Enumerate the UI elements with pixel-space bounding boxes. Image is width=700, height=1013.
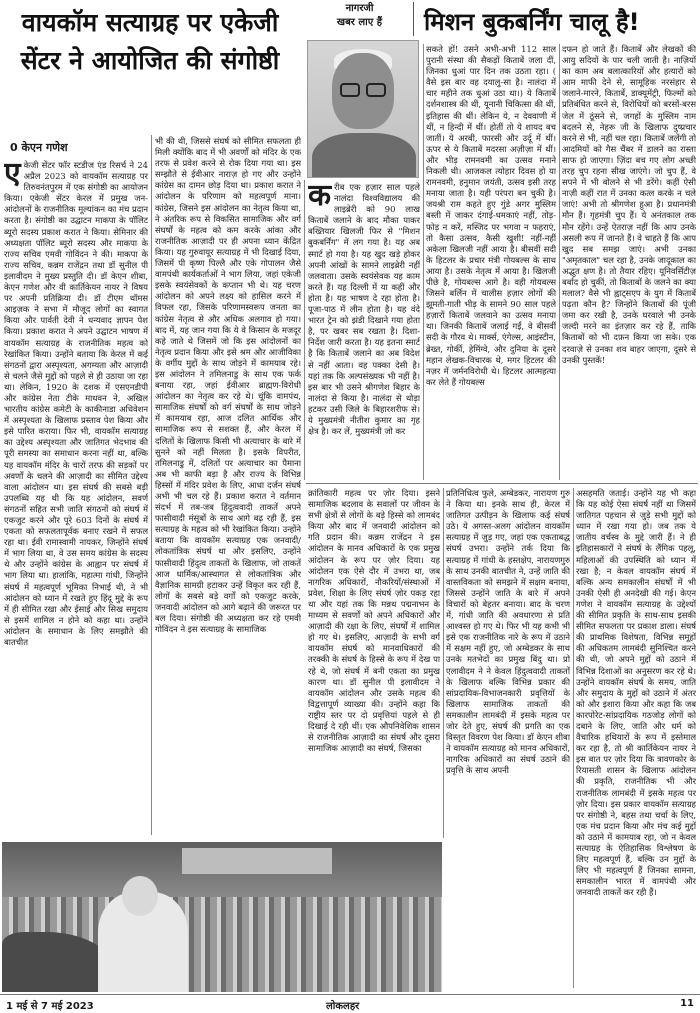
right-article-colB-text: सकते हों! उसने अभी-अभी 112 साल पुरानी संस्था की सैकड़ों किताबें जला दीं, जिनका धुआं पार दिन तक उठता रहा। ( वैसे इस बार वह दयालु-सा है। नालंदा में चार महीने तक धुआं उठा था।) ये किताबें दर्शनशास्त्र की थीं, यूनानी चिकित्सा की थीं, इतिहास की थीं। लेकिन ये, न देववाणी में थीं, न हिन्दी में थीं। होतीं तो ये शायद बच जातीं। ये अरबी, फारसी और उर्दू में थीं। ऊपर से ये किताबें मदरसा अज़ीज़ा में थीं। और भीड़ रामनवमी का उत्सव मनाने निकली थी। आजकल त्योहार दिवस हो या रामनवमी, हनुमान जयंती, उत्सव इसी तरह मनाया जाता है। यही परंपरा बन चुकी है। जयश्री राम कहते हुए गुंडे अगर मुस्लिम बस्ती में जाकर दंगाई-धमकाएं नहीं, तोड़-फोड़ न करें, मस्जिद पर भगवा न फहराएं, तो कैसा उत्सव, कैसी खुशी! नहीं-नहीं अकेला खिलजी नहीं आया है। बीसवीं सदी के हिटलर के प्रचार मंत्री गोयबल्स के साथ आया है। उसके नेतृत्व में आया है। खिलजी पीछे है, गोयबल्स आगे है। वही गोयबल्स जिसने बर्लिन में चालीस हज़ार लोगों की झूमती-गाती भीड़ के सामने 90 साल पहले हज़ारों किताबें जलवाने का उत्सव मनाया था। जिनकी किताबें जलाई गईं, वे बीसवीं सदी के गौरव थे। मार्क्स, एंगेल्स, आइंस्टीन, ब्रेख्त, गोर्की, हेमिंग्वे, और दुनिया के दूसरे महान लेखक-विचारक थे, मगर हिटलर की नज़र में जर्मनविरोधी थे। हिटलर आत्महत्या कर लेते हैं गोयबल्स	[426, 44, 556, 387]
footer-page-number: 11	[680, 998, 694, 1009]
left-article-column-3	[308, 488, 440, 838]
left-article-headline-box	[2, 4, 298, 122]
left-article-column-1	[4, 160, 148, 840]
photo-speaker-head	[122, 876, 158, 916]
column-rule	[151, 135, 152, 835]
column-rule	[559, 44, 560, 480]
right-article-column-b	[426, 44, 556, 480]
author-portrait-photo	[307, 40, 419, 178]
footer-paper-name: लोकलहर	[326, 1001, 360, 1012]
right-article-column-c	[562, 44, 696, 480]
right-article-colC-text: दफन हो जाते हैं। किताबें और लेखकों की आयु सदियों के पार चली जाती है। नाज़ियों का काम अब बलात्कारियों और हत्यारों को आम माफी देने से, सामूहिक नरसंहार से जलाने-मारने, कितार्बे, डाक्यूमेंट्री, फिल्मों को प्रतिबंधित करने से, विरोधियों को बरसों-बरस जेल में ठूंसने से, जगहों के मुस्लिम नाम बदलने से, नेहरू जी के खिलाफ दुष्प्रचार करने से भी, नहीं चल रहा। किताबें जलेंगी तो आदमियों को गैस चैंबर में डालने का रास्ता साफ हो जाएगा। ज़िंदा बच गए लोग अच्छी तरह चुप रहना सीख जाएंगे। जो चुप हैं, वे सपने में भी बोलने से भी डरेंगे। कहीं ऐसी नाज़ी कहीं रात में उनका कत्ल करके न चले जाएं! अभी तो श्रीगणेश हुआ है। प्रधानमंत्री मौन हैं। गृहमंत्री चुप हैं। ये अनंतकाल तक मौन रहेंगे। उन्हें ऐतराज़ नहीं कि आप उनके असली रूप में जानते हैं। वे चाहते हैं कि आप खुद सब समझ जाएं। अभी उनका "अमृतकाल" चल रहा है, उनके जादूकाल का अद्भुत क्षण है। तो तैयार रहिए। यूनिवर्सिटीज़ बर्बाद हो चुकीं, तो किताबों के जलने का क्या मलाल? वैसे भी ह्वाट्सएप के युग में किताबें पढ़ता कौन है? जिन्होंने किताबों की पूंजी जमा कर रखी है, उनके घरवाले भी उनके जल्दी मरने का इंतज़ार कर रहे हैं, ताकि किताबों को भी दफ़न किया जा सके। एक दरवाज़े से उनका शव बाहर जाएगा, दूसरे से उनकी पुस्तकें!	[562, 44, 696, 365]
column-rule	[423, 44, 424, 480]
page-footer	[0, 996, 700, 1013]
article-separator	[306, 483, 698, 484]
right-article-headline: मिशन बुकबर्निंग चालू है!	[424, 8, 640, 36]
right-article-column-a	[308, 182, 420, 478]
right-article-dropcap: क	[308, 182, 332, 213]
left-article-col1-text: केजी सेंटर फॉर स्टडीज एंड रिसर्च ने 24 अप्रैल 2023 को वायकॉम सत्याग्रह पर तिरुवनंतपुरम में एक संगोष्ठी का आयोजन किया। एकेजी सेंटर केरल में प्रमुख जन-आंदोलनों के राजनीतिक मूल्यांकन का मंच प्रदान करता है। संगोष्ठी का उद्घाटन माकपा के पॉलिट ब्यूरो सदस्य प्रकाश करात ने किया। सेमिनार की अध्यक्षता पॉलिट ब्यूरो सदस्य और माकपा के राज्य सचिव एमवी गोविंदन ने की। माकपा के राज्य सचिव, कन्नम राजेंद्रन तथा डॉ सुनील पी इलावीदम ने मुख्य प्रस्तुति दी। डॉ केएन शीबा, केएन गणेश और वी कार्तिकेयन नायर ने विषय पर अपनी प्रतिक्रिया दी। डॉ टीएम थॉमस आइज़क ने सभा में मौजूद लोगों का स्वागत किया और पार्वती देवी ने धन्यवाद ज्ञापन पेश किया। प्रकाश करात ने अपने उद्घाटन भाषण में वायकॉम सत्याग्रह के राजनीतिक महत्व को रेखांकित किया। उन्होंने बताया कि केरल में कई संगठनों द्वारा अस्पृश्यता, अगम्यता और आज़ादी से चलने जैसे मुद्दों को पहले से ही उठाया जा रहा था। लेकिन, 1920 के दशक में एसएनडीपी और कांग्रेस नेता टीके माधवन ने, अखिल भारतीय कांग्रेस कमेटी के काकीनाडा अधिवेशन में अस्पृश्यता के खिलाफ प्रस्ताव पेश किया और इसे पारित कराया। फिर भी, वायकॉम सत्याग्रह का उद्देश्य अस्पृश्यता और जातिगत भेदभाव की पूरी समस्या का समाधान करना नहीं था, बल्कि यह वायकॉम मंदिर के चारों तरफ की सड़कों पर अवर्णों के चलने की आज़ादी का सीमित उद्देश्य वाला आंदोलन था। इस संघर्ष की सबसे बड़ी उपलब्धि यह थी कि यह आंदोलन, सवर्ण संगठनों सहित सभी जाति संगठनों को संघर्ष में एकजुट करने और पूरे 603 दिनों के संघर्ष में एकता को सफलतापूर्वक बनाए रखने में सफल रहा था। ईवी रामास्वामी नायकर, जिन्होंने संघर्ष में भाग लिया था, वे उस समय कांग्रेस के सदस्य थे और उन्होंने कांग्रेस के आह्वान पर संघर्ष में भाग लिया था। हालांकि, महात्मा गांधी, जिन्होंने संघर्ष में महत्वपूर्ण भूमिका निभाई थी, ने भी आंदोलन को ध्यान में रखते हुए हिंदू मुद्दे के रूप में ही सीमित रखा और ईसाई और सिख समुदाय से इसमें शामिल न होने को कहा था। उन्होंने आंदोलन के समाधान के लिए समझौते की बातचीत	[4, 160, 148, 648]
portrait-shoulders	[312, 133, 416, 178]
left-article-col2-text: भी की थी, जिससे संघर्ष को सीमित सफलता ही मिली क्योंकि बाद में भी अवर्णों को मंदिर के एक तरफ से प्रवेश करने से रोक दिया गया था। इस सम्झौते से ईवीआर नाराज़ हो गए और उन्होंने कांग्रेस का दामन छोड़ दिया था। प्रकाश करात ने आंदोलन के परिणाम को महत्वपूर्ण माना। कांग्रेस, जिसने इस आंदोलन का नेतृत्व किया था, ने अंतरिक रूप से विकसित सामाजिक और वर्ग संघर्षों के महत्व को कम करके आंका और राजनीतिक आज़ादी पर ही अपना ध्यान केंद्रित किया। यह गुरुवायूर सत्याग्रह में भी दिखाई दिया, जिसमें पी कृष्ण पिल्लै और एके गोपालन जैसे वामपंथी कार्यकर्ताओं ने भाग लिया, जहां एकेजी इसके स्वयंसेवकों के कप्तान भी थे। यह चरण आंदोलन को अपने लक्ष्य को हासिल करने में विफल रहा, जिसके परिणामस्वरूप जनता का कांग्रेस नेतृत्व से और अधिक अलगाव हो गया। बाद में, यह जान गया कि ये वे किसान के मजदूर कहे जाते थे जिसमें जो कि इस आंदोलनों का नेतृत्व प्रदान किया और इसे श्रम और आजीविका के वर्गीय मुद्दों के साथ जोड़ने में कामयाब रहे। इस आंदोलन ने तमिलनाडु के साथ एक फर्क बनाया रहा, जहां ईवीआर ब्राह्मण-विरोधी आंदोलन का नेतृत्व कर रहे थे। चूंकि वामपंथ, सामाजिक संघर्षों को वर्ग संघर्षों के साथ जोड़ने में कामयाब रहा, आज दलित आर्थिक और सामाजिक रूप से सशक्त हैं, और केरल में दलितों के खिलाफ किसी भी अत्याचार के बारे में सुनने को नहीं मिलता है। इसके विपरीत, तमिलनाडु में, दलितों पर अत्याचार का पैमाना अब भी काफी बड़ा है और राज्य के विभिन्न हिस्सों में मंदिर प्रवेश के लिए, आधा दर्जन संघर्ष अभी भी चल रहे हैं। प्रकाश करात ने वर्तमान संदर्भ में तब-जब हिंदुत्ववादी ताकतें अपने फासीवादी मंसूबों के साथ आगे बढ़ रही हैं, इस सत्याग्रह के महत्व को भी रेखांकित किया। उन्होंने बताया कि वायकॉम सत्याग्रह एक जनवादी/लोकतांत्रिक संघर्ष था और इसलिए, उन्होंने फासीवादी हिंदुत्व ताकतों के खिलाफ, जो ताकतें आज धार्मिक/आस्थागत से लोकतांत्रिक और वैज्ञानिक सामग्री हटाकर उन्हें विकृत कर रही हैं, लोगों के सबसे बड़े वर्गों को एकजुट करके, जनवादी आंदोलन को आगे बढ़ाने की जरूरत पर बल दिया। संगोष्ठी की अध्यक्षता कर रहे एमवी गोविंदन ने इस सत्याग्रह के सामाजिक	[155, 136, 301, 635]
column-label-line2: खबर लाए हैं	[336, 17, 383, 28]
photo-stage-banner	[182, 848, 332, 874]
column-rule	[304, 180, 305, 480]
portrait-glasses-left	[340, 83, 360, 97]
left-article-column-5	[576, 488, 696, 992]
seminar-audience-photo	[2, 842, 442, 992]
left-article-byline: 0 केएन गणेश	[10, 141, 68, 154]
portrait-glasses-right	[366, 83, 386, 97]
column-label-line1: नागरजी	[345, 3, 374, 14]
left-article-col5-text: असहमति जताई। उन्होंने यह भी कहा कि यह कोई ऐसा संघर्ष नहीं था जिसमें जातिगत पहचान से जुड़े सभी मुद्दों को ध्यान में रखा गया हो। जब तक ये जातीय वर्चस्व के मुद्दे जारी हैं। ने ही इतिहासकारों ने संघर्ष के लैंगिक पहलू, महिलाओं की उपस्थिति को ध्यान में रखा है; न केवल वायकॉम संघर्ष में बल्कि अन्य समकालीन संघर्षों में भी उनकी ऐसी ही अनदेखी की गई। केएन गणेश ने वायकॉम सत्याग्रह के उद्देश्यों की सीमित प्रकृति के साथ-साथ इसकी सीमित सफलता पर प्रकाश डाला। संघर्ष की प्राथमिक विशेषता, विभिन्न समूहों की अधिकतम लामबंदी सुनिश्चित करने की थी, जो अपने मुद्दों को उठाने में विभिन्न दिशाओं का अनुसरण कर रहे थे। उन्होंने वायकॉम संघर्ष के समय, जाति और समुदाय के मुद्दों को उठाने में अंतर को और इशारा किया और कहा कि जब कारपोरेट-सांप्रदायिक गठजोड़ लोगों को दबाने के लिए, जाति और धर्म को वैचारिक हथियारों के रूप में इस्तेमाल कर रहा है, तो श्री कार्तिकेयन नायर ने इस बात पर ज़ोर दिया कि त्रावणकोर के रियासती शासन के खिलाफ आंदोलन की प्रकृति, राजनीतिक भी और राजनीतिक लामबंदी में इसके महत्व पर ज़ोर दिया। इस प्रकार वायकॉम सत्याग्रह पर संगोष्ठी ने, बहस तथा चर्चा के लिए, एक मंच प्रदान किया और मंच कई मुद्दों को उठाने में कामयाब रहा, जो न केवल सत्याग्रह के ऐतिहासिक विश्लेषण के लिए महत्वपूर्ण हैं, बल्कि उन मुद्दों के लिए भी महत्वपूर्ण हैं जिनका सामना, समकालीन भारत में वामपंथी और जनवादी ताकतें कर रही हैं।	[576, 488, 696, 898]
left-article-column-2	[155, 136, 301, 840]
column-rule	[573, 488, 574, 988]
column-label-box	[306, 2, 414, 36]
left-article-column-4	[446, 488, 570, 838]
left-article-headline: वायकॉम सत्याग्रह पर एकेजी सेंटर ने आयोजित की संगोष्ठी	[20, 8, 280, 75]
left-article-col3-text: क्रांतिकारी महत्व पर ज़ोर दिया। इसने सामाजिक बदलाव के सवालों पर जीवन के सभी क्षेत्रों से लोगों के बड़े हिस्से को लामबंद किया और बाद में जनवादी आंदोलन को गति प्रदान की। कन्नम राजेंद्रन ने इस आंदोलन के मानव अधिकारों के एक प्रमुख आंदोलन के रूप पर ज़ोर दिया। यह आंदोलन एक ऐसे दौर में उभरा था, जब नागरिक अधिकारों, नौकरियों/संस्थाओं में प्रवेश, शिक्षा के लिए संघर्ष ज़ोर पकड़ रहा था और यहां तक कि मन्नथ पद्मनाभन के माध्यम से सवर्णों को अपने अधिकारों और आज़ादी की रक्षा के लिए, संघर्षों में शामिल हो गए थे। इसलिए, आज़ादी के सभी वर्ग वायकॉम संघर्ष को मानवाधिकारों की तरक्की के संघर्ष के हिस्से के रूप में देख पा रहे थे, जो संघर्ष में बनी एकता का प्रमुख कारण था। डॉ सुनील पी इलावीदम ने वायकॉम आंदोलन और उसके महत्व की विद्वत्तापूर्ण व्याख्या की। उन्होंने कहा कि राष्ट्रीय स्तर पर दो प्रवृत्तियां पहले से ही दिखाई दे रही थीं। एक औपनिवेशिक शासन से राजनीतिक आज़ादी का संघर्ष और दूसरा सामाजिक आज़ादी का संघर्ष, जिसका	[308, 488, 440, 754]
left-article-col4-text: प्रतिनिधित्व फुले, अम्बेडकर, नारायण गुरु ने किया था। इनके साथ ही, केरल में जातिगत उत्पीड़न के खिलाफ कई संघर्ष उठे। ये अगस्त-अलग आंदोलन वायकॉम सत्याग्रह में जुड़ गए, जहां एक एकताबद्ध संघर्ष उभरा। उन्होंने तर्क दिया कि सत्याग्रह में गांधी के हस्तक्षेप, नारायणगुरु के साथ उनकी बातचीत ने, उन्हें जाति की वास्तविकता को समझने में सक्षम बनाया, जिससे उन्होंने जाति के बारे में अपने विचारों को बेहतर बनाया। बाद के चरण में, गांधी जाति की अवधारणा से प्रति आश्वस्त हो गए थे। फिर भी यह कभी भी इसे एक राजनीतिक नारे के रूप में उठाने में सक्षम नहीं हुए, जो अम्बेडकर के साथ उनके मतभेदों का प्रमुख बिंदु था। प्रो एलावीदम ने ने केवल हिंदुत्ववादी ताकतों के खिलाफ बल्कि विभिन्न प्रकार की सांप्रदायिक-विभाजनकारी प्रवृत्तियों के खिलाफ सामाजिक ताकतों की समकालीन लामबंदी में इसके महत्व पर जोर देते हुए, संघर्ष की प्रगति का एक विस्तृत विवरण पेश किया। डॉ केएन शीबा ने वायकॉम सत्याग्रह को मानव अधिकारों, नागरिक अधिकारों का संघर्ष उठाने की प्रवृत्ति के साथ अपनी	[446, 488, 570, 776]
right-article-colA-text: रीब एक हज़ार साल पहले नालंदा विश्वविद्यालय की लाइब्रेरी को 90 लाख किताबें जलाने के बाद मौका पाकर बख्तियार खिलजी फिर से "मिशन बुकबर्निंग" में लग गया है। यह अब स्मार्ट हो गया है। यह खुद खड़े होकर अपनी आंखों के सामने लाइब्रेरी नहीं जलवाता। उसके स्वयंसेवक यह काम करते हैं। यह दिल्ली में या कहीं और होता है। यह भाषण दे रहा होता है। पूजा-पाठ में लीन होता है। यह वंदे भारत ट्रेन को झंडी दिखाने गया होता है, पर खबर सब रखता है। दिशा-निर्देश जारी करता है। यह इतना स्मार्ट है कि किताबें जलाने का अब विदेश से नहीं आता। वह पक्का देसी है। यहां तक कि अल्पसंख्यक भी नहीं है। इस बार भी उसने श्रीगणेश बिहार के नालंदा से किया है। नालंदा से थोड़ा हटकर उसी जिले के बिहारशरीफ से। ये मुख्यमंत्री नीतीश कुमार का गृह क्षेत्र है। कर लें, मुख्यमंत्री जो कर	[308, 182, 420, 437]
column-rule	[443, 488, 444, 838]
left-article-dropcap: ए	[4, 160, 21, 191]
footer-rule	[0, 994, 700, 995]
footer-date: 1 मई से 7 मई 2023	[6, 1001, 94, 1012]
